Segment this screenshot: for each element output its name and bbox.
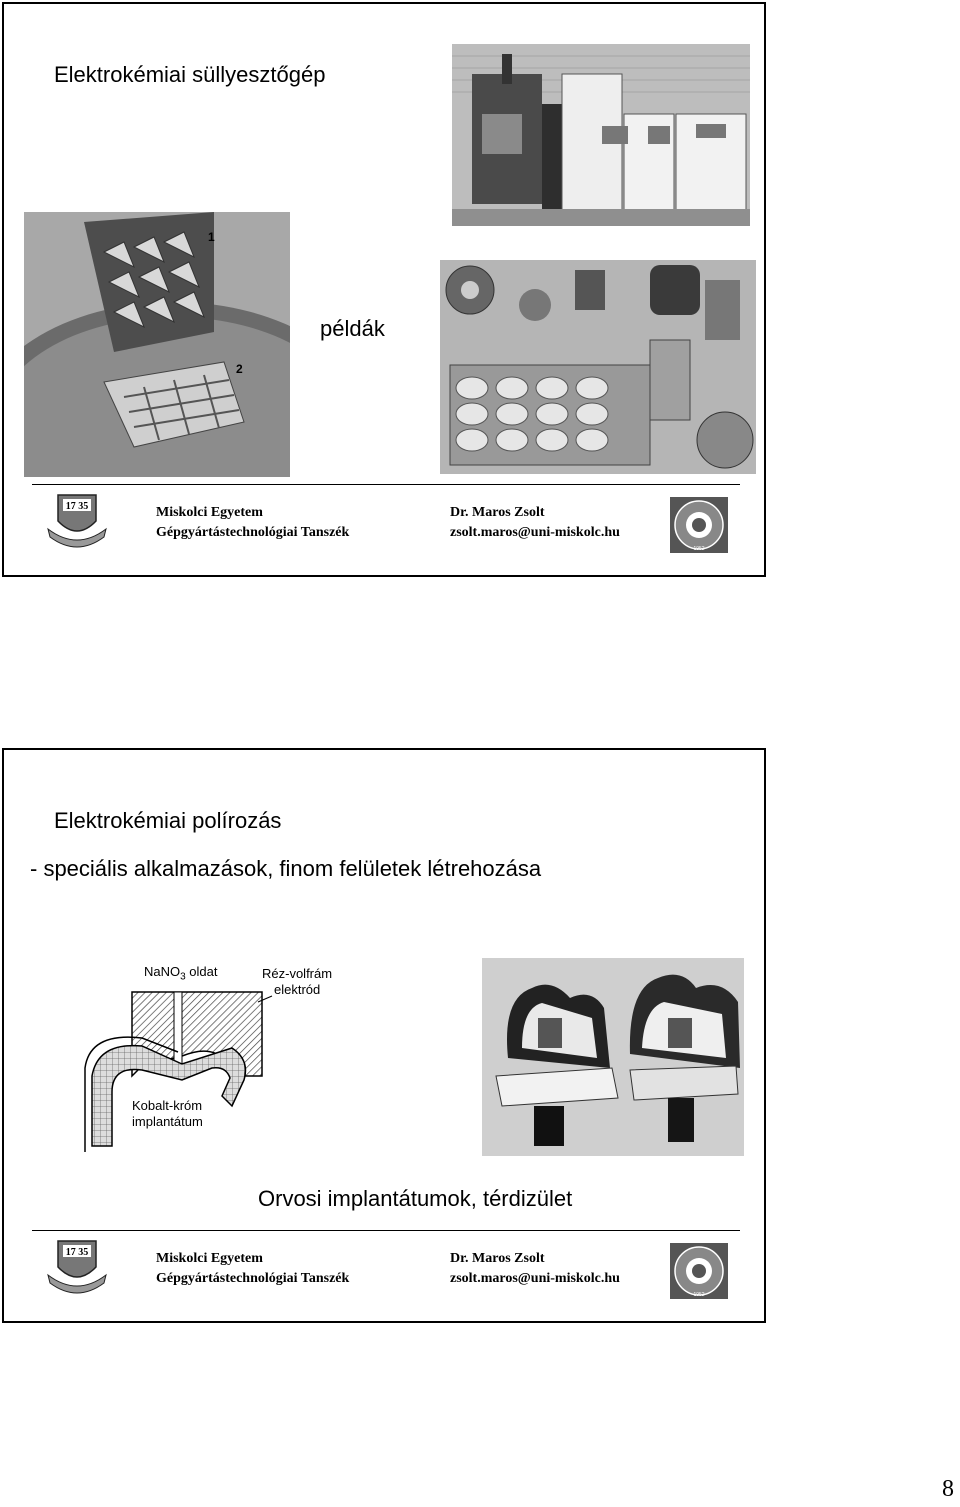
polishing-diagram — [82, 956, 352, 1152]
university-crest-icon — [46, 1237, 108, 1295]
slide-title: Elektrokémiai süllyesztőgép — [54, 62, 326, 87]
footer-email[interactable]: zsolt.maros@uni-miskolc.hu — [450, 1271, 620, 1286]
knee-implant-photo — [482, 958, 744, 1156]
implant-label-line1: Kobalt-króm — [132, 1098, 203, 1113]
footer-department: Gépgyártástechnológiai Tanszék — [156, 525, 350, 540]
svg-text:1952: 1952 — [693, 546, 705, 552]
department-gear-seal-icon — [670, 497, 728, 553]
examples-caption: példák — [320, 316, 385, 341]
svg-text:1952: 1952 — [693, 1292, 705, 1298]
slide-electrochemical-sinking — [2, 2, 766, 577]
department-gear-seal-icon — [670, 1243, 728, 1299]
parts-examples-photo — [440, 260, 756, 474]
footer-university: Miskolci Egyetem — [156, 1251, 263, 1266]
solution-label: NaNO$_3$ oldat — [144, 964, 218, 983]
slide-title: Elektrokémiai polírozás — [54, 808, 282, 833]
footer-author: Dr. Maros Zsolt — [450, 505, 545, 520]
page-number: 8 — [942, 1476, 954, 1502]
tool-electrode-photo — [24, 212, 290, 477]
svg-text:17 35: 17 35 — [65, 1247, 89, 1258]
footer-department: Gépgyártástechnológiai Tanszék — [156, 1271, 350, 1286]
slide-footer — [32, 484, 740, 565]
university-crest-icon — [46, 491, 108, 549]
implants-caption: Orvosi implantátumok, térdizület — [258, 1186, 573, 1211]
tool-label-2: 2 — [236, 362, 243, 376]
footer-email[interactable]: zsolt.maros@uni-miskolc.hu — [450, 525, 620, 540]
machine-photo — [452, 44, 750, 226]
bullet-text: - speciális alkalmazások, finom felületek létrehozása — [30, 856, 542, 881]
electrode-label-line1: Réz-volfrám — [262, 966, 333, 981]
footer-university: Miskolci Egyetem — [156, 505, 263, 520]
slide-footer — [32, 1230, 740, 1311]
implant-label-line2: implantátum — [132, 1114, 203, 1129]
svg-text:17 35: 17 35 — [65, 501, 89, 512]
tool-label-1: 1 — [208, 230, 215, 244]
footer-author: Dr. Maros Zsolt — [450, 1251, 545, 1266]
slide-electrochemical-polishing — [2, 748, 766, 1323]
electrode-label-line2: elektród — [274, 982, 321, 997]
